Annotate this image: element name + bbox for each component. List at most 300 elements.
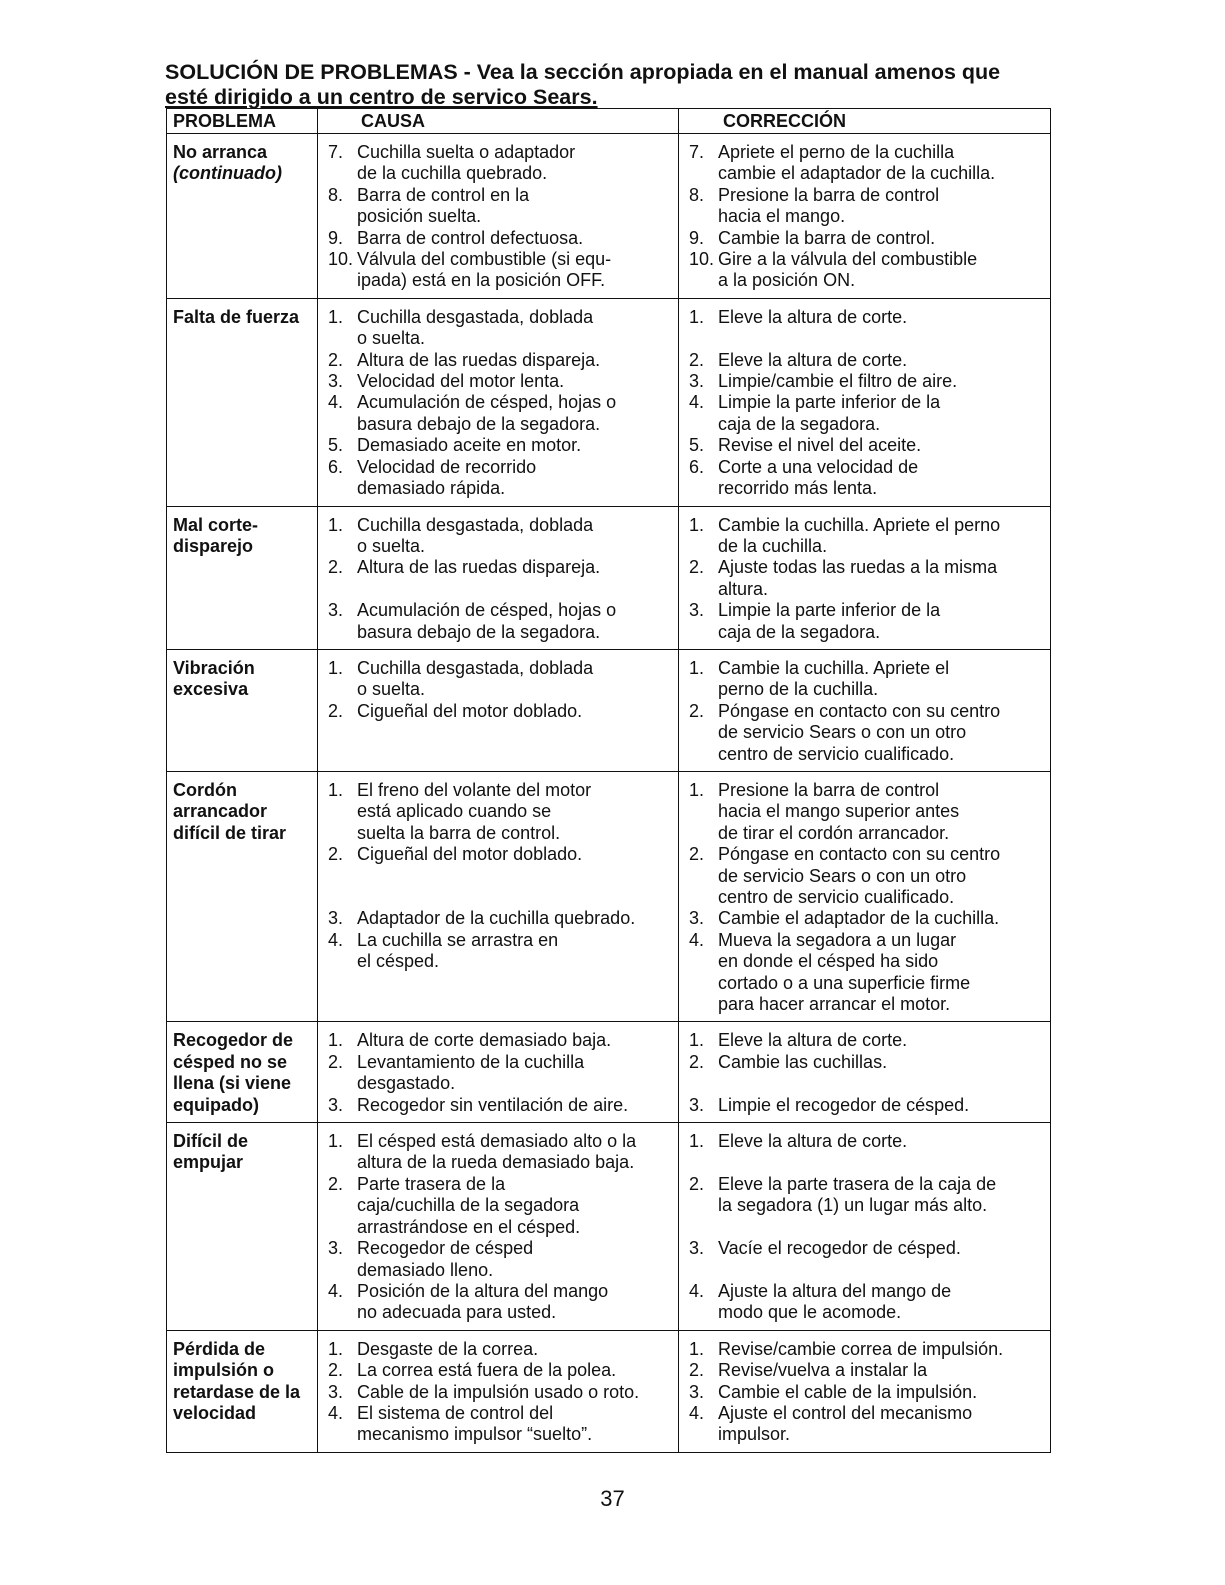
- item-text-line: perno de la cuchilla.: [718, 679, 879, 700]
- list-item: [685, 557, 1046, 600]
- list-item: [324, 1131, 674, 1174]
- item-text-line: [718, 1217, 1046, 1238]
- item-number: 1.: [689, 514, 705, 535]
- item-number: 2.: [328, 557, 344, 578]
- list-item: [324, 350, 674, 371]
- correction-cell: [679, 649, 1051, 771]
- cause-cell: [318, 1022, 679, 1123]
- item-text: [357, 1403, 674, 1446]
- item-text: [357, 228, 674, 249]
- item-text: [718, 249, 1046, 292]
- correction-list: [685, 142, 1046, 292]
- item-text: [357, 249, 674, 292]
- item-text: [718, 457, 1046, 500]
- cause-list: [324, 307, 674, 500]
- item-number: 3.: [328, 908, 344, 929]
- cause-list: [324, 142, 674, 292]
- item-text-line: Posición de la altura del mango: [357, 1280, 609, 1301]
- item-text: [718, 515, 1046, 558]
- item-text-line: Mueva la segadora a un lugar: [718, 929, 957, 950]
- correction-list: [685, 1131, 1046, 1324]
- correction-list: [685, 780, 1046, 1015]
- list-item: [324, 1281, 674, 1324]
- item-text-line: a la posición ON.: [718, 270, 856, 291]
- list-item: [324, 1095, 674, 1116]
- list-item: [324, 1360, 674, 1381]
- item-text-line: arrastrándose en el césped.: [357, 1216, 581, 1237]
- item-number: 2.: [328, 1173, 344, 1194]
- item-text: [357, 658, 674, 701]
- item-number: 3.: [689, 1094, 705, 1115]
- item-text-line: El sistema de control del: [357, 1402, 554, 1423]
- list-item: [685, 908, 1046, 929]
- correction-list: [685, 307, 1046, 500]
- item-number: 5.: [328, 435, 344, 456]
- item-text: [357, 844, 674, 908]
- item-text-line: Póngase en contacto con su centro: [718, 844, 1001, 865]
- list-item: [685, 435, 1046, 456]
- heading-line-1: SOLUCIÓN DE PROBLEMAS - Vea la sección apropiada en el manual amenos que: [165, 60, 1001, 84]
- item-text: [718, 1281, 1046, 1324]
- item-number: 5.: [689, 435, 705, 456]
- item-text-line: Presione la barra de control: [718, 779, 940, 800]
- list-item: [685, 1174, 1046, 1238]
- item-number: 2.: [328, 349, 344, 370]
- item-text: [357, 1030, 674, 1051]
- item-text: [357, 1382, 674, 1403]
- item-text-line: [718, 328, 1046, 349]
- item-text-line: [357, 887, 674, 908]
- list-item: [324, 185, 674, 228]
- item-text-line: [357, 579, 674, 600]
- item-text: [357, 142, 674, 185]
- cause-list: [324, 1339, 674, 1446]
- list-item: [685, 392, 1046, 435]
- item-text-line: modo que le acomode.: [718, 1302, 902, 1323]
- list-item: [685, 457, 1046, 500]
- item-number: 3.: [328, 1381, 344, 1402]
- item-text-line: Corte a una velocidad de: [718, 456, 919, 477]
- item-text-line: Eleve la parte trasera de la caja de: [718, 1173, 997, 1194]
- item-text: [357, 457, 674, 500]
- item-number: 1.: [689, 657, 705, 678]
- item-number: 3.: [689, 371, 705, 392]
- list-item: [324, 228, 674, 249]
- item-number: 1.: [328, 1338, 344, 1359]
- problem-cell: [167, 1330, 318, 1452]
- item-number: 10.: [689, 249, 715, 270]
- item-number: 1.: [689, 1131, 705, 1152]
- item-text: [357, 307, 674, 350]
- cause-cell: [318, 771, 679, 1021]
- item-text-line: de tirar el cordón arrancador.: [718, 822, 950, 843]
- item-number: 4.: [328, 392, 344, 413]
- item-text: [357, 1360, 674, 1381]
- problem-cell: [167, 1022, 318, 1123]
- item-text-line: caja/cuchilla de la segadora: [357, 1195, 580, 1216]
- problem-label: Mal corte-disparejo: [173, 514, 259, 556]
- item-text-line: la segadora (1) un lugar más alto.: [718, 1195, 988, 1216]
- item-text-line: Velocidad de recorrido: [357, 456, 537, 477]
- item-text: [357, 1238, 674, 1281]
- list-item: [685, 515, 1046, 558]
- cause-cell: [318, 298, 679, 506]
- correction-cell: [679, 1123, 1051, 1331]
- item-text-line: Recogedor de césped: [357, 1238, 534, 1259]
- item-text: [718, 1174, 1046, 1238]
- item-text-line: Limpie la parte inferior de la: [718, 392, 941, 413]
- list-item: [685, 1131, 1046, 1174]
- item-text-line: centro de servicio cualificado.: [718, 887, 955, 907]
- cause-list: [324, 515, 674, 643]
- list-item: [324, 249, 674, 292]
- item-text: [718, 1238, 1046, 1281]
- item-text-line: Velocidad del motor lenta.: [357, 371, 565, 392]
- item-text: [357, 1052, 674, 1095]
- table-header-row: [167, 109, 1051, 134]
- item-number: 1.: [328, 1131, 344, 1152]
- item-text: [718, 1360, 1046, 1381]
- list-item: [324, 930, 674, 973]
- cause-list: [324, 1131, 674, 1324]
- item-text-line: Recogedor sin ventilación de aire.: [357, 1094, 629, 1115]
- table-row: [167, 134, 1051, 299]
- item-text-line: o suelta.: [357, 328, 426, 349]
- item-text: [718, 658, 1046, 701]
- problem-label: Recogedor de césped no se llena (si viene equipado): [173, 1030, 294, 1115]
- item-text-line: Revise/cambie correa de impulsión.: [718, 1338, 1004, 1359]
- item-text-line: Cuchilla suelta o adaptador: [357, 142, 576, 162]
- item-number: 3.: [689, 1238, 705, 1259]
- list-item: [324, 600, 674, 643]
- item-number: 2.: [689, 349, 705, 370]
- item-text: [357, 350, 674, 371]
- item-text: [357, 1174, 674, 1238]
- item-text-line: Desgaste de la correa.: [357, 1338, 539, 1359]
- item-text-line: de servicio Sears o con un otro: [718, 865, 967, 886]
- item-text-line: Cable de la impulsión usado o roto.: [357, 1381, 640, 1402]
- cause-cell: [318, 1123, 679, 1331]
- item-text-line: o suelta.: [357, 535, 426, 556]
- list-item: [685, 780, 1046, 844]
- item-text-line: basura debajo de la segadora.: [357, 413, 601, 434]
- list-item: [324, 658, 674, 701]
- list-item: [324, 1382, 674, 1403]
- cause-cell: [318, 506, 679, 649]
- item-text: [718, 1403, 1046, 1446]
- item-number: 6.: [328, 456, 344, 477]
- correction-cell: [679, 134, 1051, 299]
- list-item: [685, 658, 1046, 701]
- item-text-line: para hacer arrancar el motor.: [718, 994, 951, 1015]
- problem-label: Falta de fuerza: [173, 306, 300, 327]
- item-number: 6.: [689, 456, 705, 477]
- item-text-line: Altura de las ruedas dispareja.: [357, 349, 601, 370]
- item-text-line: Limpie la parte inferior de la: [718, 600, 941, 621]
- item-text-line: Demasiado aceite en motor.: [357, 435, 582, 456]
- problem-cell: [167, 134, 318, 299]
- item-number: 4.: [689, 392, 705, 413]
- problem-cell: [167, 506, 318, 649]
- item-text-line: basura debajo de la segadora.: [357, 621, 601, 642]
- cause-list: [324, 1030, 674, 1116]
- correction-list: [685, 1030, 1046, 1116]
- table-row: [167, 1022, 1051, 1123]
- list-item: [685, 1382, 1046, 1403]
- page-number: 37: [600, 1486, 625, 1511]
- list-item: [324, 1238, 674, 1281]
- item-number: 9.: [689, 227, 705, 248]
- problem-cell: [167, 771, 318, 1021]
- item-text-line: centro de servicio cualificado.: [718, 743, 955, 764]
- item-text-line: impulsor.: [718, 1424, 791, 1445]
- item-text-line: Cigueñal del motor doblado.: [357, 700, 583, 721]
- item-text: [357, 515, 674, 558]
- item-text-line: Acumulación de césped, hojas o: [357, 600, 617, 621]
- item-number: 1.: [689, 1338, 705, 1359]
- table-row: [167, 649, 1051, 771]
- item-text-line: Eleve la altura de corte.: [718, 1131, 908, 1152]
- problem-label: No arranca: [173, 142, 268, 162]
- correction-list: [685, 515, 1046, 643]
- list-item: [324, 515, 674, 558]
- table-row: [167, 771, 1051, 1021]
- item-text-line: está aplicado cuando se: [357, 801, 552, 822]
- list-item: [685, 249, 1046, 292]
- item-text-line: El freno del volante del motor: [357, 779, 592, 800]
- item-number: 3.: [328, 1238, 344, 1259]
- item-text-line: Cambie el cable de la impulsión.: [718, 1381, 978, 1402]
- item-number: 2.: [328, 844, 344, 865]
- item-text: [718, 1339, 1046, 1360]
- cause-list: [324, 780, 674, 973]
- item-text: [718, 557, 1046, 600]
- item-text-line: Cuchilla desgastada, doblada: [357, 514, 594, 535]
- troubleshooting-table: [166, 108, 1051, 1453]
- cause-cell: [318, 134, 679, 299]
- list-item: [685, 307, 1046, 350]
- list-item: [324, 1030, 674, 1051]
- item-text-line: en donde el césped ha sido: [718, 951, 939, 972]
- correction-cell: [679, 506, 1051, 649]
- item-number: 4.: [689, 1280, 705, 1301]
- list-item: [324, 780, 674, 844]
- problem-label: Difícil de empujar: [173, 1131, 249, 1173]
- item-number: 3.: [328, 600, 344, 621]
- item-text-line: Barra de control defectuosa.: [357, 227, 584, 248]
- item-text: [357, 908, 674, 929]
- correction-list: [685, 658, 1046, 765]
- item-number: 1.: [689, 1030, 705, 1051]
- item-number: 2.: [328, 1051, 344, 1072]
- item-text-line: [357, 866, 674, 887]
- item-text-line: hacia el mango superior antes: [718, 801, 960, 822]
- item-text-line: Cambie la barra de control.: [718, 227, 936, 248]
- list-item: [324, 371, 674, 392]
- list-item: [324, 435, 674, 456]
- item-text: [718, 142, 1046, 185]
- item-text-line: Barra de control en la: [357, 184, 530, 205]
- item-text: [718, 228, 1046, 249]
- list-item: [685, 1052, 1046, 1095]
- item-number: 1.: [689, 306, 705, 327]
- item-text-line: Cambie las cuchillas.: [718, 1051, 888, 1072]
- list-item: [685, 1339, 1046, 1360]
- item-text-line: caja de la segadora.: [718, 413, 881, 434]
- problem-cell: [167, 298, 318, 506]
- item-text-line: Adaptador de la cuchilla quebrado.: [357, 908, 636, 929]
- item-number: 3.: [689, 908, 705, 929]
- item-text-line: Limpie/cambie el filtro de aire.: [718, 371, 958, 392]
- item-text-line: Vacíe el recogedor de césped.: [718, 1238, 961, 1259]
- list-item: [685, 1360, 1046, 1381]
- list-item: [685, 371, 1046, 392]
- item-text-line: [718, 1073, 1046, 1094]
- item-text-line: Altura de las ruedas dispareja.: [357, 557, 601, 578]
- item-text: [718, 600, 1046, 643]
- item-text-line: desgastado.: [357, 1073, 456, 1094]
- item-number: 2.: [689, 557, 705, 578]
- item-number: 3.: [689, 600, 705, 621]
- table-row: [167, 1123, 1051, 1331]
- heading-line-2: esté dirigido a un centro de servico Sears.: [165, 85, 598, 109]
- column-header-correction: CORRECCIÓN: [679, 109, 1051, 134]
- item-number: 2.: [328, 1360, 344, 1381]
- list-item: [685, 142, 1046, 185]
- table-row: [167, 298, 1051, 506]
- item-text: [357, 1131, 674, 1174]
- item-text-line: posición suelta.: [357, 206, 482, 227]
- item-number: 7.: [328, 142, 344, 162]
- item-text-line: o suelta.: [357, 679, 426, 700]
- item-number: 1.: [328, 1030, 344, 1051]
- item-text-line: El césped está demasiado alto o la: [357, 1131, 637, 1152]
- list-item: [685, 1095, 1046, 1116]
- item-text-line: Póngase en contacto con su centro: [718, 700, 1001, 721]
- item-text: [718, 1382, 1046, 1403]
- item-number: 4.: [328, 1280, 344, 1301]
- correction-cell: [679, 1022, 1051, 1123]
- item-text: [718, 392, 1046, 435]
- item-text-line: Ajuste el control del mecanismo: [718, 1402, 973, 1423]
- item-text-line: Revise/vuelva a instalar la: [718, 1360, 928, 1381]
- item-text-line: Cambie la cuchilla. Apriete el perno: [718, 514, 1001, 535]
- item-text: [718, 307, 1046, 350]
- item-text: [718, 701, 1046, 765]
- correction-cell: [679, 1330, 1051, 1452]
- item-text: [357, 1095, 674, 1116]
- item-text-line: Cambie la cuchilla. Apriete el: [718, 657, 950, 678]
- item-text: [357, 435, 674, 456]
- item-number: 2.: [689, 1360, 705, 1381]
- list-item: [685, 844, 1046, 908]
- item-number: 10.: [328, 249, 354, 270]
- item-text: [357, 1281, 674, 1324]
- problem-cell: [167, 1123, 318, 1331]
- problem-label: Cordón arrancador difícil de tirar: [173, 779, 287, 843]
- item-text-line: Eleve la altura de corte.: [718, 1030, 908, 1051]
- item-text: [357, 780, 674, 844]
- item-text-line: Apriete el perno de la cuchilla: [718, 142, 955, 162]
- item-number: 2.: [689, 700, 705, 721]
- cause-cell: [318, 649, 679, 771]
- item-text-line: mecanismo impulsor “suelto”.: [357, 1424, 593, 1445]
- list-item: [324, 392, 674, 435]
- item-text-line: Acumulación de césped, hojas o: [357, 392, 617, 413]
- item-text-line: cortado o a una superficie firme: [718, 972, 971, 993]
- item-number: 4.: [328, 1402, 344, 1423]
- item-text-line: Presione la barra de control: [718, 184, 940, 205]
- item-text: [718, 1030, 1046, 1051]
- item-text-line: cambie el adaptador de la cuchilla.: [718, 163, 996, 184]
- item-text-line: altura de la rueda demasiado baja.: [357, 1152, 635, 1173]
- item-text-line: de la cuchilla quebrado.: [357, 163, 548, 184]
- item-text-line: Altura de corte demasiado baja.: [357, 1030, 612, 1051]
- item-text: [357, 1339, 674, 1360]
- item-number: 1.: [328, 306, 344, 327]
- item-text-line: el césped.: [357, 951, 440, 972]
- item-number: 4.: [689, 1402, 705, 1423]
- item-text-line: Limpie el recogedor de césped.: [718, 1094, 970, 1115]
- item-text-line: Eleve la altura de corte.: [718, 306, 908, 327]
- list-item: [685, 185, 1046, 228]
- item-text-line: demasiado rápida.: [357, 478, 506, 499]
- list-item: [324, 1339, 674, 1360]
- item-number: 7.: [689, 142, 705, 162]
- item-text: [718, 1095, 1046, 1116]
- column-header-problem: PROBLEMA: [167, 109, 318, 134]
- item-text: [357, 392, 674, 435]
- list-item: [324, 1052, 674, 1095]
- item-text: [357, 930, 674, 973]
- item-number: 2.: [689, 844, 705, 865]
- list-item: [324, 844, 674, 908]
- list-item: [324, 307, 674, 350]
- item-number: 1.: [328, 779, 344, 800]
- item-number: 1.: [328, 657, 344, 678]
- problem-note: (continuado): [173, 163, 282, 184]
- item-text-line: La correa está fuera de la polea.: [357, 1360, 617, 1381]
- item-text-line: demasiado lleno.: [357, 1259, 494, 1280]
- list-item: [324, 557, 674, 600]
- list-item: [324, 908, 674, 929]
- item-text: [357, 701, 674, 722]
- item-number: 3.: [328, 1094, 344, 1115]
- list-item: [685, 1030, 1046, 1051]
- item-text-line: Ajuste la altura del mango de: [718, 1280, 952, 1301]
- item-text-line: [718, 1152, 1046, 1173]
- list-item: [324, 142, 674, 185]
- item-text: [357, 600, 674, 643]
- item-number: 2.: [689, 1051, 705, 1072]
- item-number: 2.: [328, 700, 344, 721]
- list-item: [685, 1238, 1046, 1281]
- item-text-line: Gire a la válvula del combustible: [718, 249, 978, 270]
- item-number: 8.: [328, 184, 344, 205]
- item-text-line: Levantamiento de la cuchilla: [357, 1051, 585, 1072]
- item-text-line: caja de la segadora.: [718, 621, 881, 642]
- column-header-cause: CAUSA: [318, 109, 679, 134]
- item-text-line: altura.: [718, 578, 769, 599]
- table-row: [167, 1330, 1051, 1452]
- item-text-line: Ajuste todas las ruedas a la misma: [718, 557, 998, 578]
- item-number: 8.: [689, 184, 705, 205]
- list-item: [685, 701, 1046, 765]
- list-item: [324, 1403, 674, 1446]
- item-number: 1.: [689, 779, 705, 800]
- list-item: [685, 930, 1046, 1016]
- item-number: 9.: [328, 227, 344, 248]
